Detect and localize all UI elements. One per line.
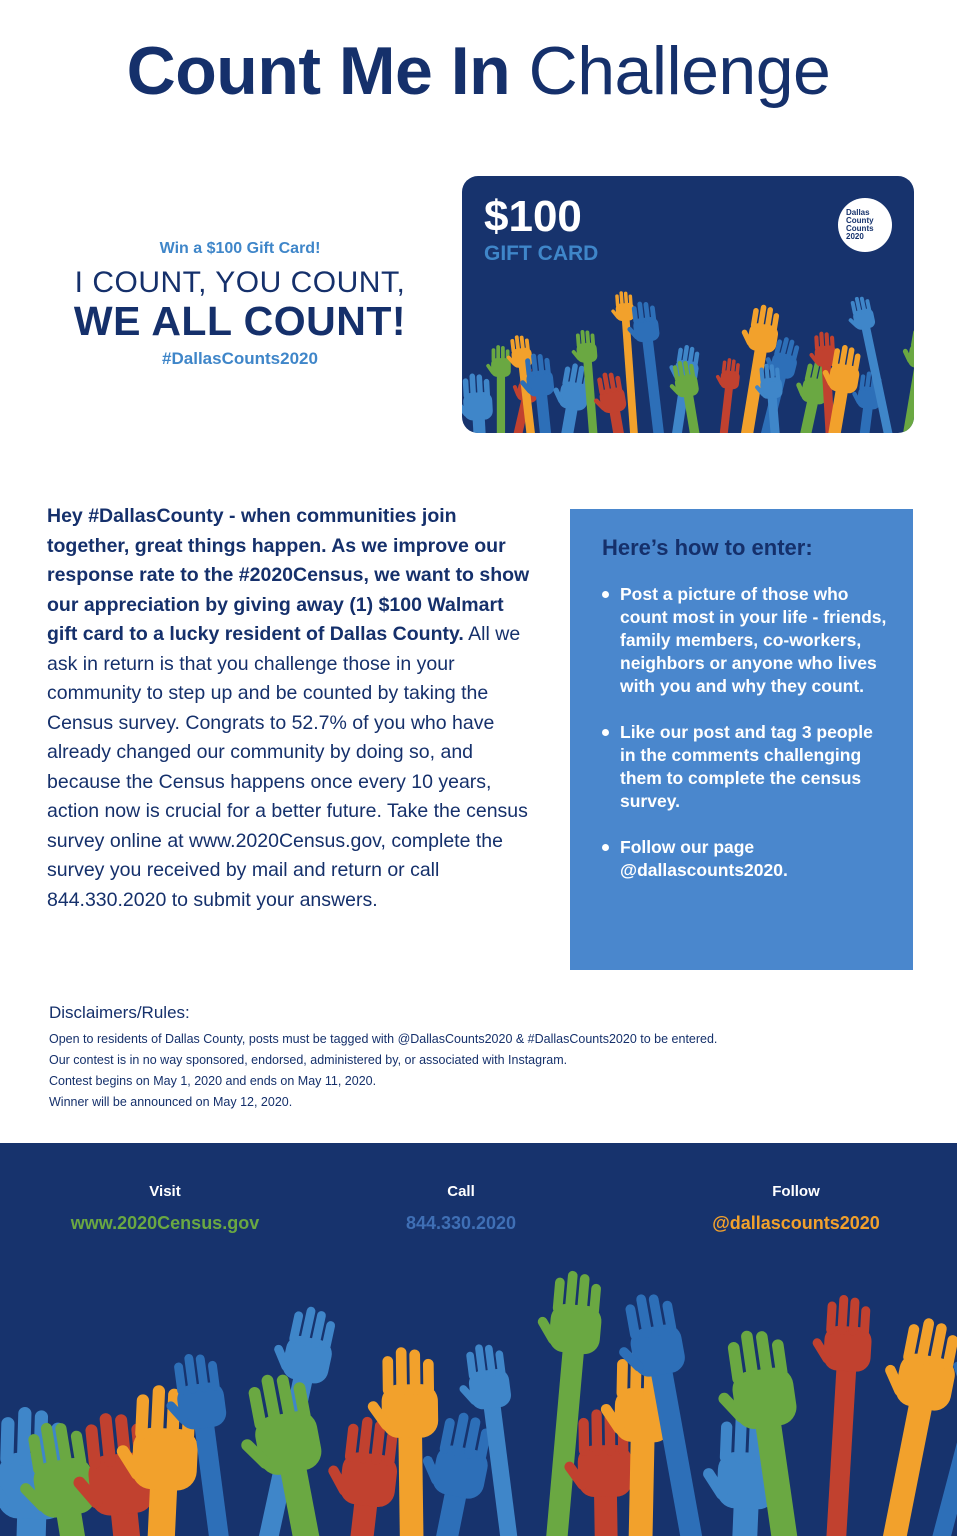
logo-line: Dallas — [846, 208, 870, 217]
list-item: Like our post and tag 3 people in the comments challenging them to complete the census survey. — [602, 721, 893, 813]
logo-line: County — [846, 216, 874, 225]
rule-line: Our contest is in no way sponsored, endorsed, administered by, or associated with Instagram. — [49, 1053, 568, 1067]
promo-slogan-line2: WE ALL COUNT! — [73, 298, 407, 344]
gift-card-amount: $100 — [484, 192, 582, 241]
description-normal: All we ask in return is that you challenge those in your community to step up and be counted by taking the Census survey. Congrats to 52.7% of you who have already changed our community by doing so, and because the Census happens once every 10 years, action now is crucial for a better future. Take the census survey online at www.2020Census.gov, complete the survey you received by mail and return or call 844.330.2020 to submit your answers. — [47, 623, 528, 911]
raised-hands-illustration — [462, 276, 914, 433]
gift-card-image — [462, 176, 914, 433]
how-to-enter-list — [602, 583, 893, 882]
footer-follow-link[interactable]: @dallascounts2020 — [712, 1213, 880, 1233]
disclaimers-section — [49, 1003, 909, 1113]
list-item: Post a picture of those who count most in your life - friends, family members, co-workers, neighbors or anyone who lives with you and why they count. — [602, 583, 893, 698]
logo-line: 2020 — [846, 232, 864, 241]
promo-block — [40, 240, 440, 369]
hand-icon — [462, 373, 497, 433]
disclaimers-title: Disclaimers/Rules: — [49, 1003, 190, 1022]
gift-card-label: GIFT CARD — [484, 242, 599, 265]
promo-slogan-line1: I COUNT, YOU COUNT, — [74, 266, 406, 299]
raised-hands-illustration — [0, 1248, 957, 1536]
rule-line: Contest begins on May 1, 2020 and ends on May 11, 2020. — [49, 1074, 377, 1088]
footer-visit-label: Visit — [149, 1183, 181, 1200]
footer-follow — [686, 1183, 906, 1234]
list-item: Follow our page @dallascounts2020. — [602, 836, 893, 882]
hand-icon — [705, 357, 742, 433]
how-to-enter-panel — [570, 509, 913, 970]
footer-banner — [0, 1143, 957, 1536]
dallas-county-counts-logo — [838, 198, 892, 252]
how-to-enter-heading: Here’s how to enter: — [602, 535, 813, 560]
promo-win-text: Win a $100 Gift Card! — [159, 240, 321, 257]
hand-icon — [453, 1341, 538, 1536]
title-bold: Count Me In — [126, 33, 511, 109]
footer-visit — [40, 1183, 290, 1234]
challenge-description — [47, 502, 537, 915]
promo-hashtag: #DallasCounts2020 — [162, 349, 318, 368]
rule-line: Open to residents of Dallas County, posts must be tagged with @DallasCounts2020 & #DallasCounts2020 to be entered. — [49, 1032, 718, 1046]
footer-call — [361, 1183, 561, 1234]
footer-visit-link[interactable]: www.2020Census.gov — [70, 1213, 260, 1233]
hand-icon — [844, 294, 907, 433]
logo-line: Counts — [846, 224, 874, 233]
page-title — [0, 32, 957, 110]
rule-line: Winner will be announced on May 12, 2020. — [49, 1095, 293, 1109]
description-bold: Hey #DallasCounty - when communities join together, great things happen. As we improve our response rate to the #2020Census, we want to show our appreciation by giving away (1) $100 Walmart gift card to a lucky resident of Dallas County. — [47, 505, 530, 645]
title-light: Challenge — [528, 33, 831, 109]
footer-follow-label: Follow — [772, 1183, 820, 1200]
footer-call-label: Call — [447, 1183, 475, 1200]
hand-icon — [795, 1293, 874, 1536]
footer-call-link[interactable]: 844.330.2020 — [405, 1213, 517, 1233]
